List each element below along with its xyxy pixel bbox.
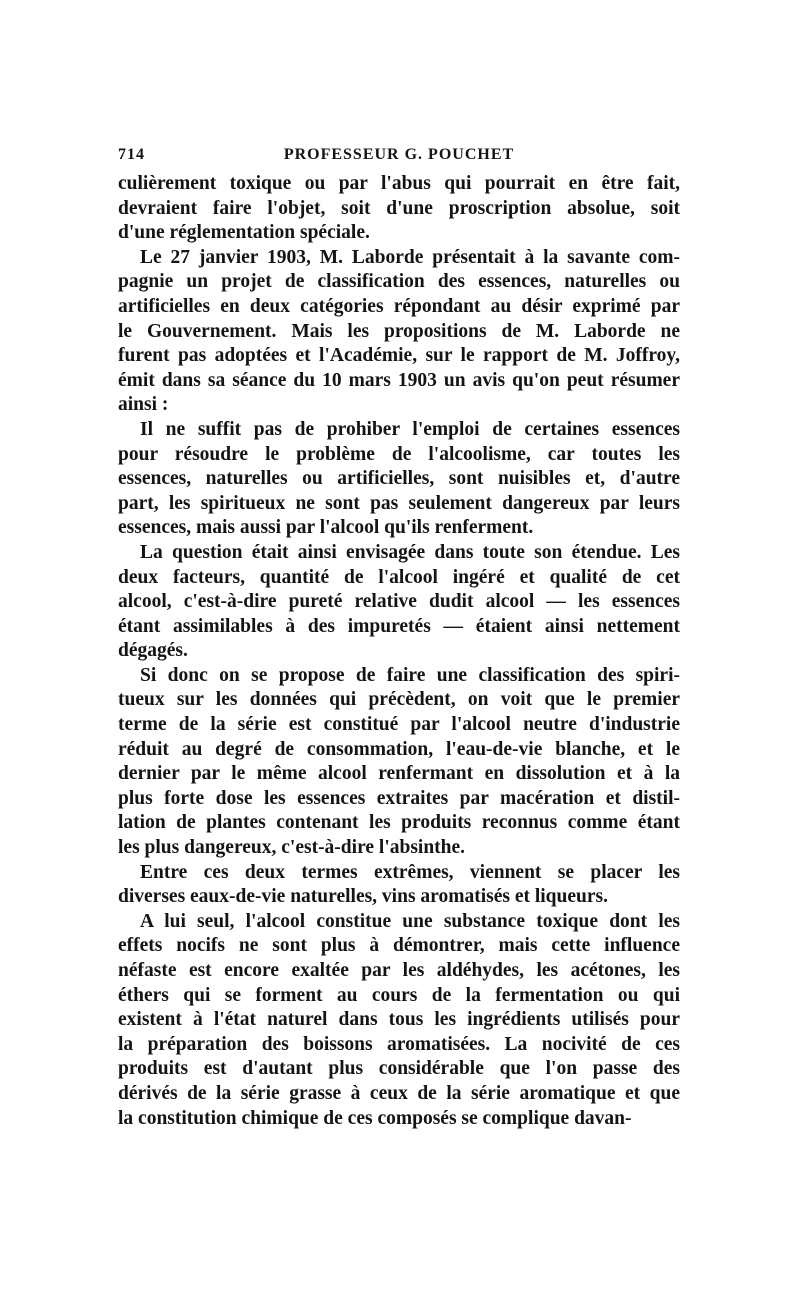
- page-number: 714: [118, 146, 145, 163]
- text-line: part, les spiritueux ne sont pas seulement dangereux par leurs: [118, 492, 680, 514]
- text-line: le Gouvernement. Mais les propositions de M. Laborde ne: [118, 320, 680, 342]
- text-line: Si donc on se propose de faire une classification des spiri-: [140, 664, 680, 686]
- text-line: émit dans sa séance du 10 mars 1903 un avis qu'on peut résumer: [118, 369, 680, 391]
- text-line: terme de la série est constitué par l'alcool neutre d'industrie: [118, 714, 680, 736]
- body-text: [118, 172, 680, 1131]
- text-line: Entre ces deux termes extrêmes, viennent se placer les: [140, 861, 680, 883]
- text-line: lation de plantes contenant les produits reconnus comme étant: [118, 812, 680, 834]
- text-line: pour résoudre le problème de l'alcoolisme, car toutes les: [118, 443, 680, 465]
- paragraph: [118, 861, 680, 910]
- text-line: culièrement toxique ou par l'abus qui pourrait en être fait,: [118, 173, 680, 194]
- text-line: éthers qui se forment au cours de la fermentation ou qui: [118, 984, 680, 1006]
- paragraph: [118, 246, 680, 418]
- text-line: étant assimilables à des impuretés — étaient ainsi nettement: [118, 615, 680, 637]
- text-line: dégagés.: [118, 640, 188, 662]
- text-line: produits est d'autant plus considérable que l'on passe des: [118, 1058, 680, 1080]
- text-line: effets nocifs ne sont plus à démontrer, mais cette influence: [118, 935, 680, 957]
- running-head: [118, 140, 680, 172]
- text-line: La question était ainsi envisagée dans toute son étendue. Les: [140, 541, 680, 563]
- text-line: la constitution chimique de ces composés se complique davan-: [118, 1107, 632, 1129]
- text-line: diverses eaux-de-vie naturelles, vins aromatisés et liqueurs.: [118, 886, 608, 908]
- text-line: pagnie un projet de classification des essences, naturelles ou: [118, 271, 680, 293]
- text-line: les plus dangereux, c'est-à-dire l'absinthe.: [118, 837, 466, 859]
- text-line: existent à l'état naturel dans tous les ingrédients utilisés pour: [118, 1009, 680, 1031]
- paragraph: [118, 172, 680, 246]
- text-line: la préparation des boissons aromatisées. La nocivité de ces: [118, 1033, 680, 1055]
- paragraph: [118, 664, 680, 861]
- text-line: essences, naturelles ou artificielles, sont nuisibles et, d'autre: [118, 468, 680, 490]
- text-line: A lui seul, l'alcool constitue une substance toxique dont les: [140, 910, 680, 932]
- text-line: d'une réglementation spéciale.: [118, 222, 370, 244]
- text-line: tueux sur les données qui précèdent, on voit que le premier: [118, 689, 680, 711]
- text-line: deux facteurs, quantité de l'alcool ingéré et qualité de cet: [118, 566, 680, 588]
- text-line: furent pas adoptées et l'Académie, sur le rapport de M. Joffroy,: [118, 345, 680, 367]
- text-line: alcool, c'est-à-dire pureté relative dudit alcool — les essences: [118, 591, 680, 613]
- text-line: réduit au degré de consommation, l'eau-de-vie blanche, et le: [118, 738, 680, 760]
- text-line: dérivés de la série grasse à ceux de la série aromatique et que: [118, 1082, 680, 1104]
- text-line: plus forte dose les essences extraites par macération et distil-: [118, 787, 680, 809]
- text-line: devraient faire l'objet, soit d'une proscription absolue, soit: [118, 197, 680, 219]
- text-line: Il ne suffit pas de prohiber l'emploi de certaines essences: [140, 418, 680, 440]
- text-line: artificielles en deux catégories répondant au désir exprimé par: [118, 295, 680, 317]
- paragraph: [118, 541, 680, 664]
- paragraph: [118, 910, 680, 1131]
- text-line: néfaste est encore exaltée par les aldéhydes, les acétones, les: [118, 960, 680, 981]
- text-line: essences, mais aussi par l'alcool qu'ils renferment.: [118, 517, 534, 539]
- book-page: [118, 140, 680, 1131]
- paragraph: [118, 418, 680, 541]
- text-line: Le 27 janvier 1903, M. Laborde présentait à la savante com-: [140, 246, 680, 268]
- text-line: ainsi :: [118, 394, 169, 416]
- running-title: PROFESSEUR G. POUCHET: [283, 146, 515, 163]
- text-line: dernier par le même alcool renfermant en dissolution et à la: [118, 763, 680, 785]
